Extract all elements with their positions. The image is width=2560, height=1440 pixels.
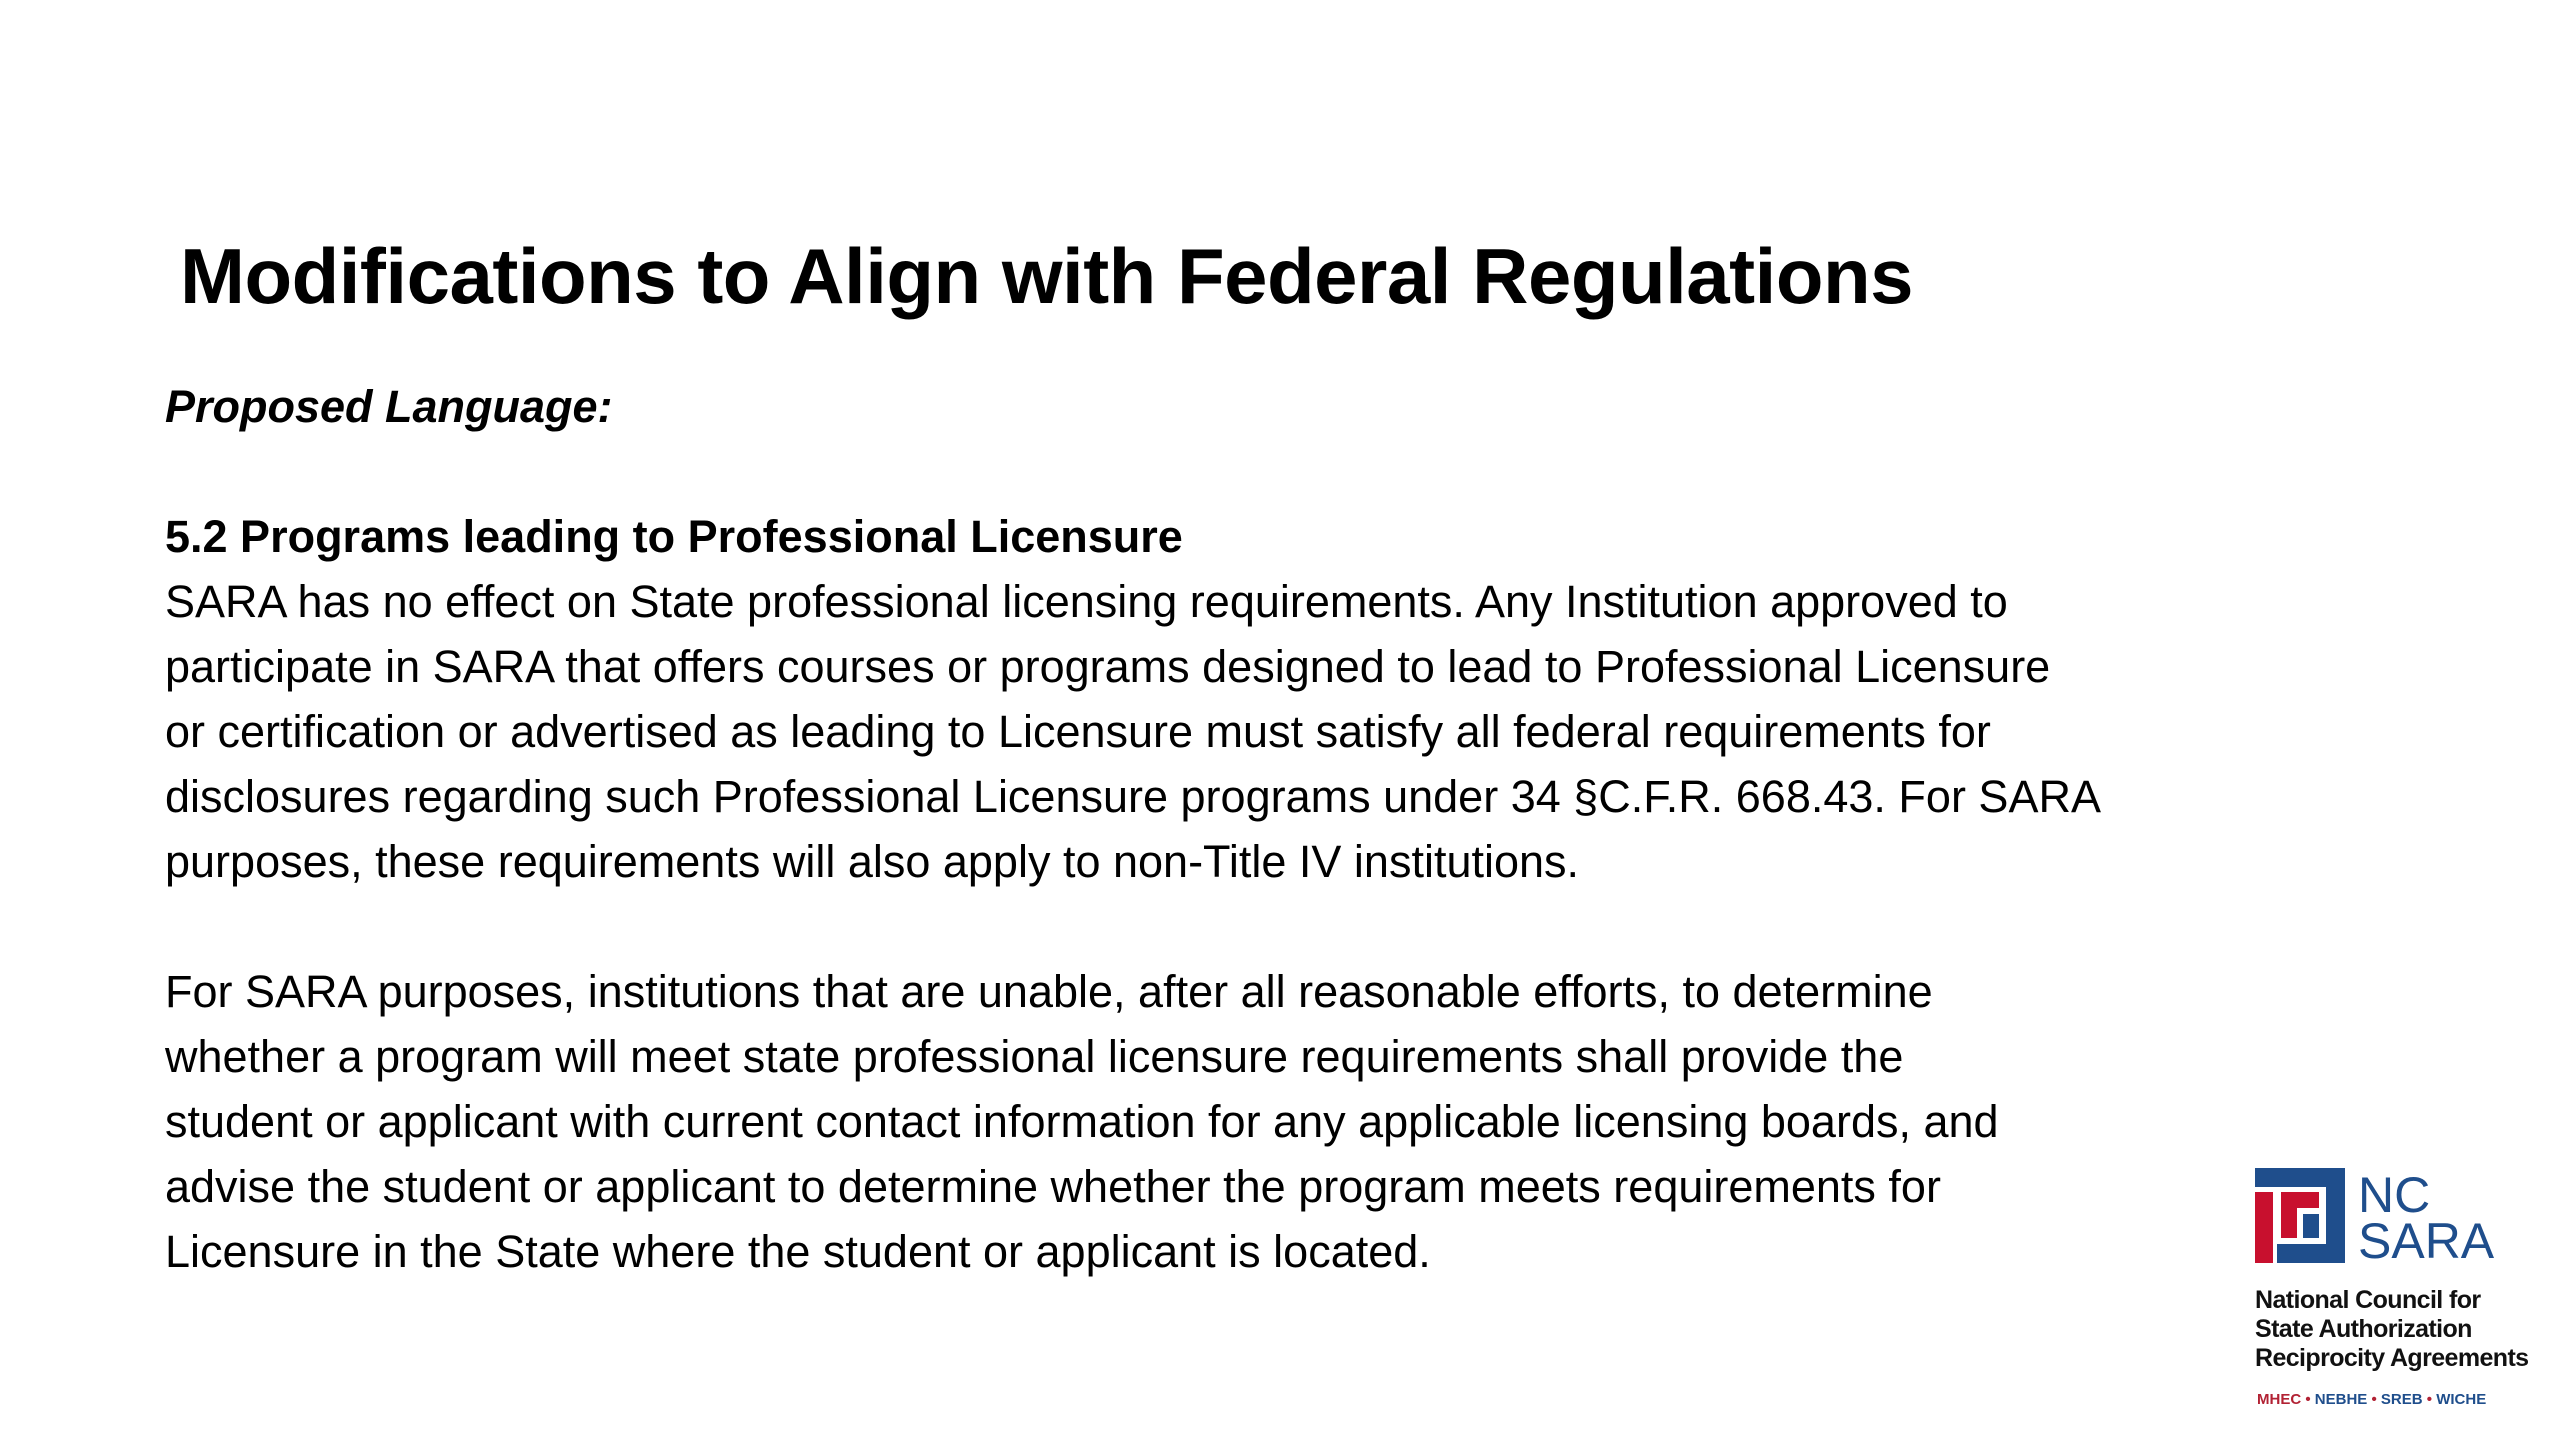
member-nebhe: NEBHE bbox=[2314, 1391, 2368, 1408]
paragraph-line: Licensure in the State where the student or applicant is located. bbox=[165, 1226, 1431, 1277]
paragraph-line: or certification or advertised as leading to Licensure must satisfy all federal requirements for bbox=[165, 706, 1991, 757]
logo-nc-text: NC bbox=[2358, 1167, 2431, 1223]
logo-org-line: National Council for bbox=[2255, 1286, 2481, 1314]
nc-sara-mark-icon bbox=[2255, 1168, 2345, 1263]
paragraph-line: For SARA purposes, institutions that are unable, after all reasonable efforts, to determine bbox=[165, 966, 1933, 1017]
spacer bbox=[165, 439, 2245, 504]
member-separator: • bbox=[2426, 1391, 2433, 1408]
paragraph-line: student or applicant with current contact information for any applicable licensing boards, and bbox=[165, 1096, 1999, 1147]
member-separator: • bbox=[2305, 1391, 2311, 1408]
member-sreb: SREB bbox=[2380, 1391, 2423, 1408]
member-mhec: MHEC bbox=[2257, 1391, 2302, 1408]
logo-org-name bbox=[2255, 1286, 2529, 1373]
logo-sara-text: SARA bbox=[2358, 1213, 2495, 1269]
logo-org-line: Reciprocity Agreements bbox=[2255, 1344, 2529, 1372]
paragraph-line: purposes, these requirements will also apply to non-Title IV institutions. bbox=[165, 836, 1580, 887]
nc-sara-logo bbox=[2255, 1167, 2529, 1418]
member-separator: • bbox=[2371, 1391, 2377, 1408]
proposed-language-label: Proposed Language: bbox=[165, 381, 613, 432]
spacer bbox=[165, 894, 2245, 959]
paragraph-line: whether a program will meet state professional licensure requirements shall provide the bbox=[165, 1031, 1904, 1082]
member-wiche: WICHE bbox=[2436, 1391, 2487, 1408]
slide-content bbox=[165, 374, 2245, 1284]
paragraph-1 bbox=[165, 569, 2245, 894]
logo-member-compacts bbox=[2257, 1391, 2486, 1409]
paragraph-line: disclosures regarding such Professional Licensure programs under 34 §C.F.R. 668.43. For SARA bbox=[165, 771, 2101, 822]
paragraph-line: SARA has no effect on State professional licensing requirements. Any Institution approved to bbox=[165, 576, 2008, 627]
section-heading: 5.2 Programs leading to Professional Licensure bbox=[165, 511, 1183, 562]
logo-org-line: State Authorization bbox=[2255, 1315, 2472, 1343]
paragraph-2 bbox=[165, 959, 2245, 1284]
paragraph-line: advise the student or applicant to determine whether the program meets requirements for bbox=[165, 1161, 1941, 1212]
slide-title: Modifications to Align with Federal Regulations bbox=[180, 232, 1913, 320]
paragraph-line: participate in SARA that offers courses or programs designed to lead to Professional Licensure bbox=[165, 641, 2051, 692]
